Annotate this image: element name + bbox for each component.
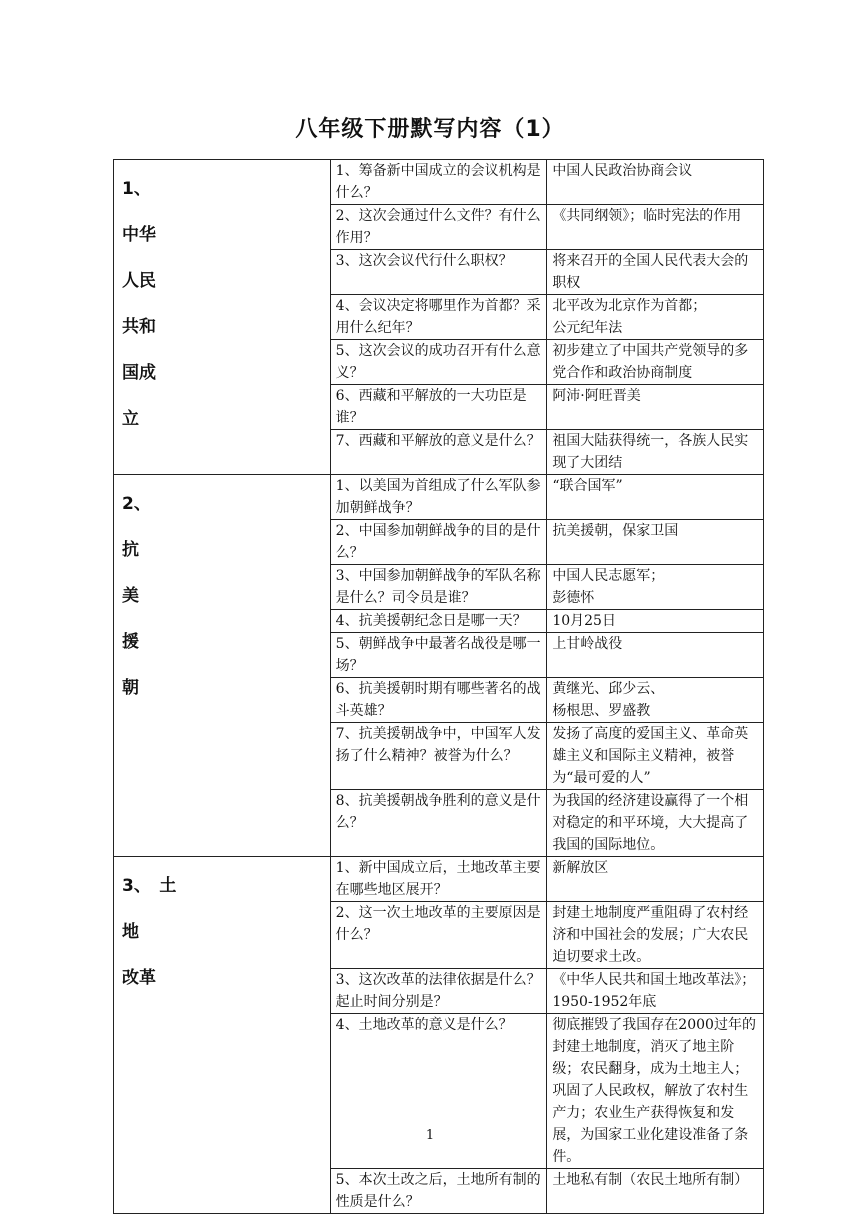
answer-cell: 上甘岭战役 xyxy=(547,633,764,678)
question-cell: 5、朝鲜战争中最著名战役是哪一场？ xyxy=(330,633,547,678)
question-cell: 6、西藏和平解放的一大功臣是谁？ xyxy=(330,385,547,430)
answer-cell: 抗美援朝，保家卫国 xyxy=(547,520,764,565)
section-label-line: 抗 xyxy=(122,540,139,560)
question-cell: 8、抗美援朝战争胜利的意义是什么？ xyxy=(330,790,547,857)
question-cell: 6、抗美援朝时期有哪些著名的战斗英雄？ xyxy=(330,678,547,723)
question-cell: 7、抗美援朝战争中，中国军人发扬了什么精神？被誉为什么？ xyxy=(330,723,547,790)
answer-cell: 彻底摧毁了我国存在2000过年的封建土地制度，消灭了地主阶级；农民翻身，成为土地主人；巩固了人民政权，解放了农村生产力；农业生产获得恢复和发展，为国家工业化建设准备了条件。 xyxy=(547,1014,764,1169)
section-label xyxy=(114,160,331,475)
answer-cell: 黄继光、邱少云、 杨根思、罗盛教 xyxy=(547,678,764,723)
question-cell: 4、土地改革的意义是什么？ xyxy=(330,1014,547,1169)
answer-cell: 封建土地制度严重阻碍了农村经济和中国社会的发展；广大农民迫切要求土改。 xyxy=(547,902,764,969)
answer-cell: 初步建立了中国共产党领导的多党合作和政治协商制度 xyxy=(547,340,764,385)
section-label xyxy=(114,857,331,1214)
answer-cell: “联合国军” xyxy=(547,475,764,520)
section-label-line: 人民 xyxy=(122,271,156,291)
section-label-line: 地 xyxy=(122,922,139,942)
question-cell: 4、抗美援朝纪念日是哪一天？ xyxy=(330,610,547,633)
answer-cell: 北平改为北京作为首都； 公元纪年法 xyxy=(547,295,764,340)
section-label-line: 朝 xyxy=(122,678,139,698)
table-row xyxy=(114,857,764,902)
section-label-line: 中华 xyxy=(122,225,156,245)
section-label-line: 3、 土 xyxy=(122,876,177,896)
question-cell: 2、中国参加朝鲜战争的目的是什么？ xyxy=(330,520,547,565)
question-cell: 1、筹备新中国成立的会议机构是什么？ xyxy=(330,160,547,205)
question-cell: 2、这次会通过什么文件？有什么作用？ xyxy=(330,205,547,250)
answer-cell: 中国人民政治协商会议 xyxy=(547,160,764,205)
answer-cell: 阿沛·阿旺晋美 xyxy=(547,385,764,430)
question-cell: 3、中国参加朝鲜战争的军队名称是什么？司令员是谁？ xyxy=(330,565,547,610)
question-cell: 3、这次会议代行什么职权？ xyxy=(330,250,547,295)
question-cell: 1、以美国为首组成了什么军队参加朝鲜战争？ xyxy=(330,475,547,520)
section-label-line: 共和 xyxy=(122,317,156,337)
table-row xyxy=(114,160,764,205)
answer-cell: 祖国大陆获得统一，各族人民实现了大团结 xyxy=(547,430,764,475)
question-cell: 4、会议决定将哪里作为首都？采用什么纪年？ xyxy=(330,295,547,340)
table-row xyxy=(114,475,764,520)
answer-cell: 为我国的经济建设赢得了一个相对稳定的和平环境，大大提高了我国的国际地位。 xyxy=(547,790,764,857)
answer-cell: 发扬了高度的爱国主义、革命英雄主义和国际主义精神，被誉为“最可爱的人” xyxy=(547,723,764,790)
answer-cell: 中国人民志愿军； 彭德怀 xyxy=(547,565,764,610)
page-title: 八年级下册默写内容（1） xyxy=(295,117,565,142)
section-label-line: 改革 xyxy=(122,968,156,988)
answer-cell: 新解放区 xyxy=(547,857,764,902)
question-cell: 5、本次土改之后，土地所有制的性质是什么？ xyxy=(330,1169,547,1214)
page-number: 1 xyxy=(425,1128,435,1143)
section-label-line: 美 xyxy=(122,586,139,606)
question-cell: 5、这次会议的成功召开有什么意义？ xyxy=(330,340,547,385)
question-cell: 7、西藏和平解放的意义是什么？ xyxy=(330,430,547,475)
section-label-line: 1、 xyxy=(122,179,151,199)
answer-cell: 将来召开的全国人民代表大会的职权 xyxy=(547,250,764,295)
section-label-line: 国成 xyxy=(122,363,156,383)
question-cell: 1、新中国成立后，土地改革主要在哪些地区展开？ xyxy=(330,857,547,902)
answer-cell: 《共同纲领》；临时宪法的作用 xyxy=(547,205,764,250)
answer-cell: 10月25日 xyxy=(547,610,764,633)
section-label-line: 立 xyxy=(122,409,139,429)
question-cell: 2、这一次土地改革的主要原因是什么？ xyxy=(330,902,547,969)
question-cell: 3、这次改革的法律依据是什么？起止时间分别是？ xyxy=(330,969,547,1014)
section-label xyxy=(114,475,331,857)
section-label-line: 2、 xyxy=(122,494,151,514)
review-table xyxy=(113,159,764,1214)
section-label-line: 援 xyxy=(122,632,139,652)
answer-cell: 土地私有制（农民土地所有制） xyxy=(547,1169,764,1214)
answer-cell: 《中华人民共和国土地改革法》；1950-1952年底 xyxy=(547,969,764,1014)
